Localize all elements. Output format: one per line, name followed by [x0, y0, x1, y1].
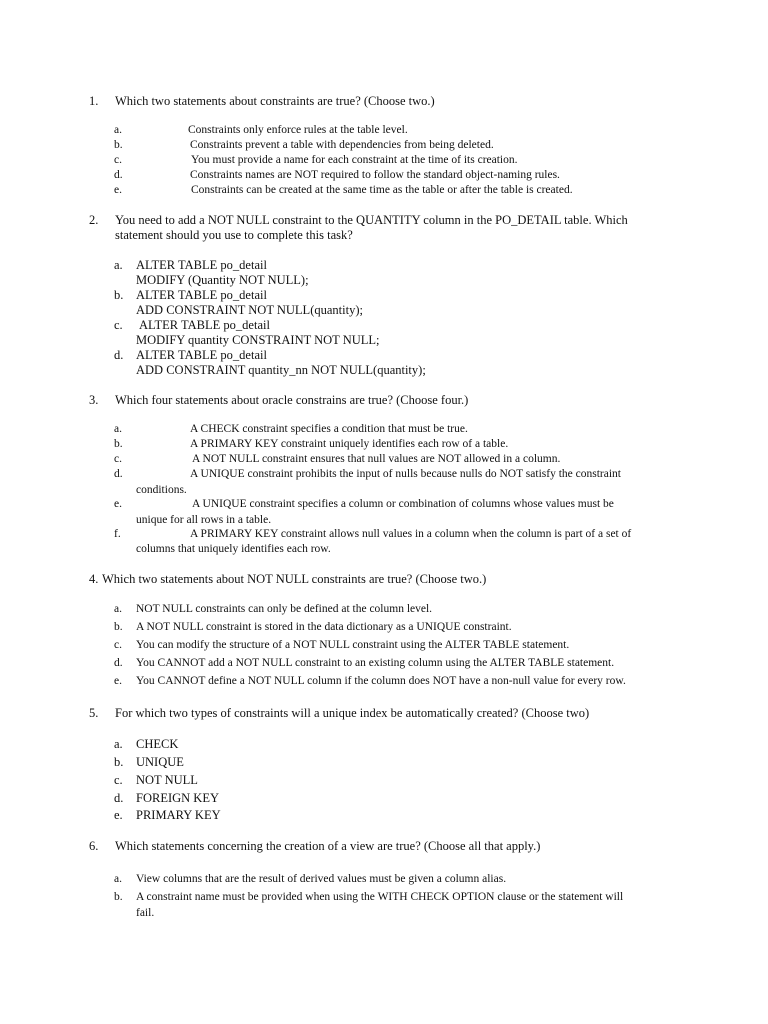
option-letter: c. — [114, 639, 122, 651]
option-text-continued: unique for all rows in a table. — [136, 514, 272, 526]
option-letter: b. — [114, 621, 123, 633]
option-text: A UNIQUE constraint specifies a column or combination of columns whose values must be — [192, 498, 614, 510]
option-letter: b. — [114, 891, 123, 903]
option-text: PRIMARY KEY — [136, 808, 221, 822]
option-letter: b. — [114, 139, 123, 151]
option-letter: d. — [114, 657, 123, 669]
option-text: A constraint name must be provided when using the WITH CHECK OPTION clause or the statement will — [136, 891, 624, 903]
option-letter: a. — [114, 124, 122, 136]
option-letter: b. — [114, 755, 124, 769]
option-letter: f. — [114, 528, 121, 540]
option-letter: b. — [114, 438, 123, 450]
question-text: You need to add a NOT NULL constraint to the QUANTITY column in the PO_DETAIL table. Which — [115, 213, 628, 227]
option-code-line: MODIFY quantity CONSTRAINT NOT NULL; — [136, 333, 380, 347]
option-text: A NOT NULL constraint ensures that null values are NOT allowed in a column. — [192, 453, 561, 465]
option-code-line: ADD CONSTRAINT NOT NULL(quantity); — [136, 303, 363, 317]
option-letter: b. — [114, 288, 124, 302]
option-letter: d. — [114, 348, 124, 362]
question-number: 5. — [89, 706, 99, 720]
option-letter: a. — [114, 737, 123, 751]
question-number: 1. — [89, 94, 99, 108]
option-text: A NOT NULL constraint is stored in the data dictionary as a UNIQUE constraint. — [136, 621, 512, 633]
question-text: Which two statements about NOT NULL constraints are true? (Choose two.) — [102, 572, 487, 586]
option-text: CHECK — [136, 737, 179, 751]
option-text: NOT NULL — [136, 773, 198, 787]
option-text: You must provide a name for each constraint at the time of its creation. — [191, 154, 518, 166]
option-letter: a. — [114, 423, 122, 435]
option-letter: c. — [114, 773, 123, 787]
option-code-line: ALTER TABLE po_detail — [139, 318, 270, 332]
option-text-continued: fail. — [136, 907, 155, 919]
option-code-line: ALTER TABLE po_detail — [136, 288, 267, 302]
option-code-line: ALTER TABLE po_detail — [136, 258, 267, 272]
option-code-line: ADD CONSTRAINT quantity_nn NOT NULL(quantity); — [136, 363, 426, 377]
option-letter: d. — [114, 791, 124, 805]
option-text-continued: conditions. — [136, 484, 187, 496]
option-text: NOT NULL constraints can only be defined at the column level. — [136, 603, 433, 615]
question-number: 2. — [89, 213, 99, 227]
question-number: 3. — [89, 393, 99, 407]
option-letter: e. — [114, 498, 122, 510]
option-letter: a. — [114, 873, 122, 885]
question-text: Which four statements about oracle constrains are true? (Choose four.) — [115, 393, 469, 407]
option-letter: c. — [114, 154, 122, 166]
question-text-continued: statement should you use to complete this task? — [115, 228, 353, 242]
question-number: 6. — [89, 839, 99, 853]
option-text-continued: columns that uniquely identifies each row. — [136, 543, 331, 555]
option-text: FOREIGN KEY — [136, 791, 219, 805]
option-text: Constraints prevent a table with dependencies from being deleted. — [190, 139, 494, 151]
option-text: A PRIMARY KEY constraint uniquely identifies each row of a table. — [190, 438, 509, 450]
option-text: Constraints can be created at the same time as the table or after the table is created. — [191, 184, 573, 196]
option-letter: a. — [114, 603, 122, 615]
option-text: Constraints names are NOT required to follow the standard object-naming rules. — [190, 169, 560, 181]
option-code-line: MODIFY (Quantity NOT NULL); — [136, 273, 309, 287]
option-text: A CHECK constraint specifies a condition that must be true. — [190, 423, 468, 435]
option-letter: c. — [114, 318, 123, 332]
option-letter: a. — [114, 258, 123, 272]
option-text: UNIQUE — [136, 755, 184, 769]
question-text: Which two statements about constraints are true? (Choose two.) — [115, 94, 435, 108]
question-number: 4. — [89, 572, 99, 586]
option-text: You CANNOT add a NOT NULL constraint to an existing column using the ALTER TABLE statement. — [136, 657, 615, 669]
option-letter: e. — [114, 184, 122, 196]
option-text: A PRIMARY KEY constraint allows null values in a column when the column is part of a set of — [190, 528, 632, 540]
option-letter: d. — [114, 169, 123, 181]
option-code-line: ALTER TABLE po_detail — [136, 348, 267, 362]
option-text: Constraints only enforce rules at the table level. — [188, 124, 408, 136]
option-letter: d. — [114, 468, 123, 480]
question-text: For which two types of constraints will a unique index be automatically created? (Choose two) — [115, 706, 590, 720]
option-letter: e. — [114, 675, 122, 687]
option-text: You can modify the structure of a NOT NULL constraint using the ALTER TABLE statement. — [136, 639, 570, 651]
option-text: A UNIQUE constraint prohibits the input of nulls because nulls do NOT satisfy the constraint — [190, 468, 621, 480]
option-text: View columns that are the result of derived values must be given a column alias. — [136, 873, 507, 885]
option-letter: c. — [114, 453, 122, 465]
option-text: You CANNOT define a NOT NULL column if the column does NOT have a non-null value for every row. — [136, 675, 626, 687]
question-text: Which statements concerning the creation of a view are true? (Choose all that apply.) — [115, 839, 541, 853]
option-letter: e. — [114, 808, 123, 822]
